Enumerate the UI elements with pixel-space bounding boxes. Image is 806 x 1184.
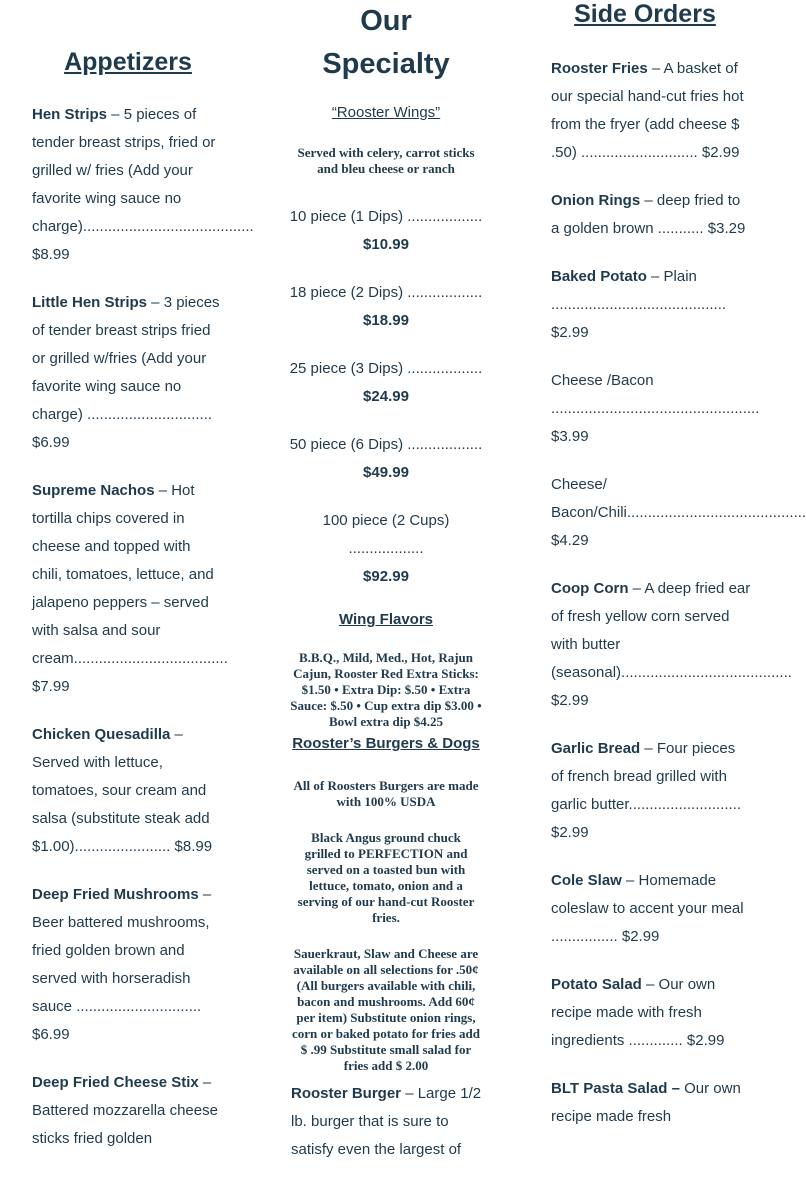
item-desc: – Large 1/2 lb. burger that is sure to satisfy even the largest of: [291, 1085, 482, 1158]
item-desc: Our own recipe made fresh: [551, 1080, 741, 1125]
specialty-title-line2: Specialty: [322, 48, 450, 80]
specialty-column: [288, 0, 484, 1184]
wing-price: $10.99: [363, 236, 409, 253]
menu-item: [551, 187, 751, 243]
menu-item: [32, 101, 254, 269]
item-name: Chicken Quesadilla: [32, 726, 171, 743]
menu-item: [32, 477, 228, 701]
item-name: Supreme Nachos: [32, 482, 155, 499]
menu-item-rooster-burger: [288, 1080, 484, 1164]
item-name: Hen Strips: [32, 106, 108, 123]
item-desc: – Our own recipe made with fresh ingredients ............. $2.99: [551, 976, 725, 1049]
item-name: BLT Pasta Salad –: [551, 1080, 680, 1097]
wings-subtitle: “Rooster Wings”: [331, 104, 441, 121]
item-name: Deep Fried Cheese Stix: [32, 1074, 199, 1091]
wing-size: 25 piece (3 Dips) ..................: [289, 360, 483, 377]
item-desc: – Hot tortilla chips covered in cheese and topped with chili, tomatoes, lettuce, and jalapeno peppers – served with salsa and sour cream..................................... $7.99: [32, 482, 228, 695]
menu-item: [551, 867, 751, 951]
burgers-heading: Rooster’s Burgers & Dogs: [292, 735, 480, 752]
item-name: Deep Fried Mushrooms: [32, 886, 199, 903]
sides-heading: Side Orders: [574, 0, 716, 28]
item-name: Coop Corn: [551, 580, 629, 597]
specialty-title-line1: Our: [360, 5, 412, 37]
item-name: Rooster Burger: [291, 1085, 402, 1102]
menu-item: [551, 971, 751, 1055]
sides-column: [551, 0, 806, 1151]
menu-item: [551, 575, 792, 715]
item-desc: – Battered mozzarella cheese sticks fried golden: [32, 1074, 218, 1147]
menu-item: [32, 1069, 224, 1153]
burgers-note-extras: Sauerkraut, Slaw and Cheese are available on all selections for .50¢ (All burgers available with chili, bacon and mushrooms. Add 60¢ per item) Substitute onion rings, corn or baked potato for fries add $ .99 Substitute small salad for fries add $ 2.00: [291, 946, 481, 1073]
item-desc: – Served with lettuce, tomatoes, sour cream and salsa (substitute steak add $1.00)....................... $8.99: [32, 726, 213, 855]
item-desc: – A basket of our special hand-cut fries hot from the fryer (add cheese $ .50) ............................ $2.99: [551, 60, 744, 161]
menu-item: [32, 289, 224, 457]
item-name: Rooster Fries: [551, 60, 648, 77]
item-desc: – A deep fried ear of fresh yellow corn served with butter (seasonal)......................................... $2.99: [551, 580, 792, 709]
item-desc: – 3 pieces of tender breast strips fried or grilled w/fries (Add your favorite wing sauce no charge) .............................. $6.99: [32, 294, 220, 451]
menu-item: [551, 1075, 751, 1131]
item-desc: – Four pieces of french bread grilled with garlic butter........................... $2.99: [551, 740, 742, 841]
menu-item: [32, 881, 224, 1049]
item-desc: Cheese/ Bacon/Chili........................................... $4.29: [551, 476, 806, 549]
menu-item: [551, 367, 760, 451]
menu-item: [551, 55, 751, 167]
wing-price: $92.99: [363, 568, 409, 585]
menu-item: [32, 721, 224, 861]
burgers-note-angus: Black Angus ground chuck grilled to PERFECTION and served on a toasted bun with lettuce, tomato, onion and a serving of our hand-cut Rooster fries.: [297, 830, 475, 925]
item-name: Baked Potato: [551, 268, 647, 285]
wing-size: 10 piece (1 Dips) ..................: [289, 208, 483, 225]
item-desc: – Plain .......................................... $2.99: [551, 268, 727, 341]
menu-item: [551, 263, 751, 347]
wing-price: $24.99: [363, 388, 409, 405]
item-desc: – deep fried to a golden brown ........... $3.29: [551, 192, 746, 237]
item-desc: Cheese /Bacon .................................................. $3.99: [551, 372, 760, 445]
flavors-note: B.B.Q., Mild, Med., Hot, Rajun Cajun, Rooster Red Extra Sticks: $1.50 • Extra Dip: $.50 • Extra Sauce: $.50 • Cup extra dip $3.00 • Bowl extra dip $4.25: [290, 650, 482, 729]
appetizers-heading: Appetizers: [64, 48, 192, 76]
item-desc: – Beer battered mushrooms, fried golden brown and served with horseradish sauce .............................. $6.99: [32, 886, 212, 1043]
item-name: Garlic Bread: [551, 740, 641, 757]
item-name: Potato Salad: [551, 976, 642, 993]
item-name: Cole Slaw: [551, 872, 622, 889]
wing-size: 100 piece (2 Cups) ..................: [322, 512, 450, 557]
appetizers-column: [32, 0, 254, 1173]
wing-price: $18.99: [363, 312, 409, 329]
wing-size: 50 piece (6 Dips) ..................: [289, 436, 483, 453]
wing-price: $49.99: [363, 464, 409, 481]
wing-size: 18 piece (2 Dips) ..................: [289, 284, 483, 301]
item-desc: – Homemade coleslaw to accent your meal ................ $2.99: [551, 872, 744, 945]
item-name: Onion Rings: [551, 192, 641, 209]
menu-item: [551, 735, 751, 847]
served-note: Served with celery, carrot sticks and bleu cheese or ranch: [297, 145, 475, 176]
wing-flavors-heading: Wing Flavors: [338, 611, 434, 628]
item-desc: – 5 pieces of tender breast strips, fried or grilled w/ fries (Add your favorite wing sauce no charge)......................................... $8.99: [32, 106, 254, 263]
burgers-note-usda: All of Roosters Burgers are made with 100% USDA: [293, 778, 479, 809]
menu-item: [551, 471, 806, 555]
item-name: Little Hen Strips: [32, 294, 148, 311]
